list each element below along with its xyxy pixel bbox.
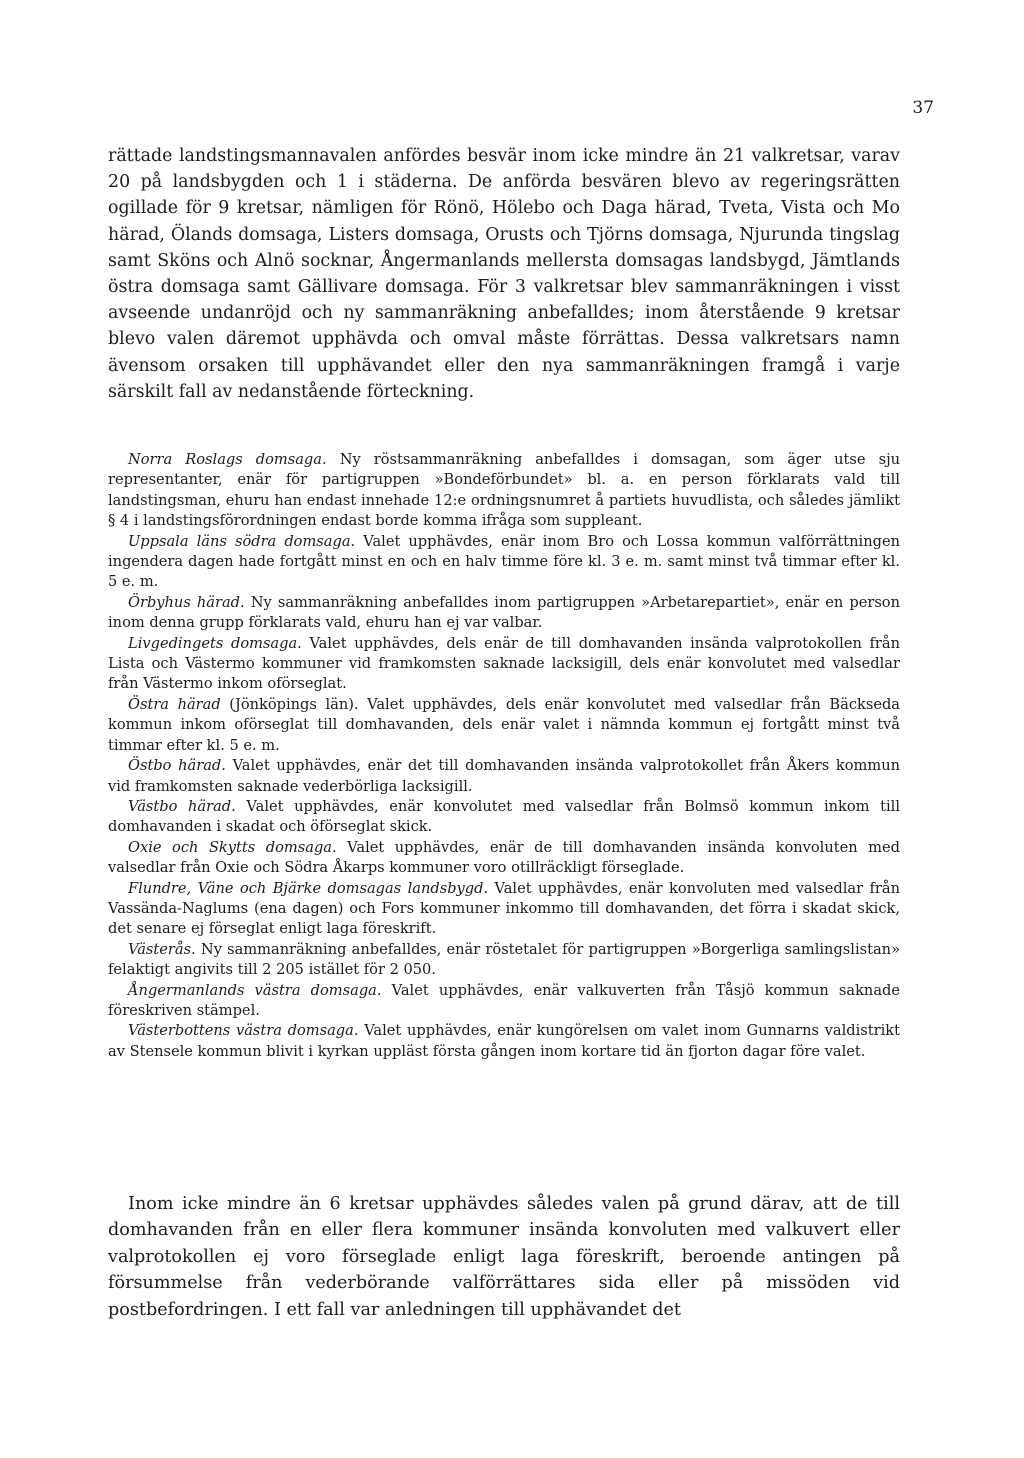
case-title: Oxie och Skytts domsaga. [128,838,337,856]
case-text: Ny sammanräkning anbefalldes, enär röstetalet för partigruppen »Borgerliga samlingslistan» felaktigt angivits till 2 205 istället för 2 050. [108,940,900,979]
case-list [108,450,900,1062]
page-number: 37 [912,98,934,118]
case-entry [108,634,900,695]
case-title: Norra Roslags domsaga. [128,451,327,468]
case-title: Västerås. [128,940,196,958]
case-text: Valet upphävdes, enär konvolutet med valsedlar från Bolmsö kommun inkom till domhavanden i skadat och öförseglat skick. [108,797,901,836]
intro-paragraph: rättade landstingsmannavalen anfördes besvär inom icke mindre än 21 valkretsar, varav 20 på landsbygden och 1 i städerna. De anförda besvären blevo av regeringsrätten ogillade för 9 kretsar, nämligen för Rönö, Hölebo och Daga härad, Tveta, Vista och Mo härad, Ölands domsaga, Listers domsaga, Orusts och Tjörns domsaga, Njurunda tingslag samt Sköns och Alnö socknar, Ångermanlands mellersta domsagas landsbygd, Jämtlands östra domsaga samt Gällivare domsaga. För 3 valkretsar blev sammanräkningen i visst avseende undanröjd och ny sammanräkning anbefalldes; inom återstående 9 kretsar blevo valen däremot upphävda och omval måste förrättas. Dessa valkretsars namn ävensom orsaken till upphävandet eller den nya sammanräkningen framgå i varje särskilt fall av nedanstående förteckning. [108,146,900,402]
case-title: Örbyhus härad. [128,593,245,611]
case-text: Ny röstsammanräkning anbefalldes i domsagan, som äger utse sju representanter, enär för partigruppen »Bondeförbundet» bl. a. en person förklarats vald till landstingsman, ehuru han endast innehade 12:e ordningsnumret å partiets huvudlista, och således jämlikt § 4 i landstingsförordningen endast borde komma ifråga som suppleant. [108,451,901,530]
case-title: Västbo härad. [128,797,236,815]
case-entry [108,756,900,797]
case-title: Flundre, Väne och Bjärke domsagas landsbygd. [128,879,489,897]
case-text: Valet upphävdes, enär de till domhavanden insända konvoluten med valsedlar från Oxie och Södra Åkarps kommuner voro otillräckligt förseglade. [108,838,900,877]
case-text: Valet upphävdes, enär inom Bro och Lossa kommun valförrättningen ingendera dagen hade fortgått minst en och en halv timme före kl. 3 e. m. samt minst två timmar efter kl. 5 e. m. [108,532,900,591]
case-title: Uppsala läns södra domsaga. [128,532,356,550]
case-title: Ångermanlands västra domsaga. [128,981,382,999]
case-entry [108,981,900,1022]
case-text: Valet upphävdes, enär det till domhavanden insända valprotokollet från Åkers kommun vid framkomsten saknade vederbörliga lacksigill. [108,757,900,795]
case-text: Ny sammanräkning anbefalldes inom partigruppen »Arbetarepartiet», enär en person inom denna grupp förklarats vald, ehuru han ej var valbar. [108,593,900,632]
case-entry [108,532,900,593]
case-title: Östra härad [128,695,221,713]
case-entry [108,1021,900,1062]
case-text: Valet upphävdes, enär valkuverten från Tåsjö kommun saknade föreskriven stämpel. [108,981,900,1019]
case-title: Livgedingets domsaga. [128,634,302,652]
case-entry [108,879,900,940]
case-entry [108,797,900,838]
closing-paragraph: Inom icke mindre än 6 kretsar upphävdes således valen på grund därav, att de till domhavanden från en eller flera kommuner insända konvoluten med valkuvert eller valprotokollen ej voro förseglade enligt laga föreskrift, beroende antingen på försummelse från vederbörande valförrättares sida eller på missöden vid postbefordringen. I ett fall var anledningen till upphävandet det [108,1194,900,1320]
case-text: Valet upphävdes, enär kungörelsen om valet inom Gunnarns valdistrikt av Stensele kommun blivit i kyrkan uppläst första gången inom kortare tid än fjorton dagar före valet. [108,1022,900,1060]
case-text: (Jönköpings län). Valet upphävdes, dels enär konvolutet med valsedlar från Bäckseda kommun inkom oförseglat till domhavanden, dels enär valet i nämnda kommun ej fortgått minst två timmar efter kl. 5 e. m. [108,695,901,754]
case-entry [108,695,900,756]
case-title: Västerbottens västra domsaga. [128,1022,359,1040]
case-title: Östbo härad. [128,757,226,775]
case-entry [108,940,900,981]
case-entry [108,838,900,879]
case-text: Valet upphävdes, enär konvoluten med valsedlar från Vassända-Naglums (ena dagen) och Fors kommuner inkommo till domhavanden, det förra i skadat skick, det senare ej förseglat enligt laga föreskrift. [108,879,900,938]
case-entry [108,450,900,532]
case-text: Valet upphävdes, dels enär de till domhavanden insända valprotokollen från Lista och Västermo kommuner vid framkomsten saknade lacksigill, dels enär konvolutet med valsedlar från Västermo inkom oförseglat. [108,634,900,693]
case-entry [108,593,900,634]
